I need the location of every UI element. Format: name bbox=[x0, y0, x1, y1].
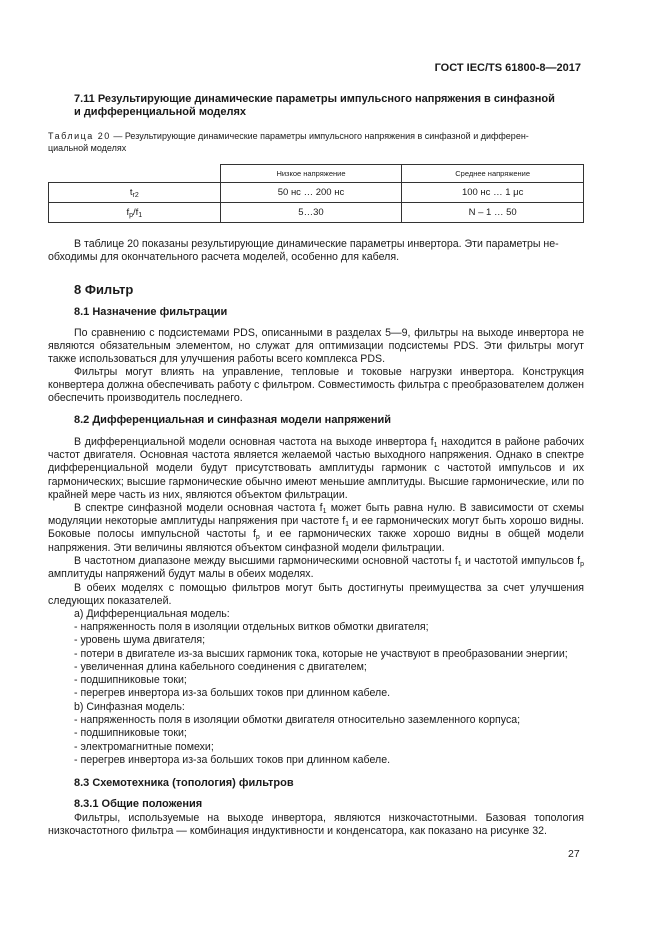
table-header-mid-voltage: Среднее напряжение bbox=[402, 165, 584, 183]
list-item: - напряженность поля в изоляции обмотки двигателя относительно заземленного корпуса; bbox=[74, 714, 521, 727]
table-header-blank bbox=[49, 165, 221, 183]
list-item: - потери в двигателе из-за высших гармоник тока, которые не участвуют в преобразовании энергии; bbox=[74, 647, 568, 660]
section-7-11-title-line2: и дифференциальной моделях bbox=[74, 106, 247, 119]
section-8-3-1-paragraph: Фильтры, используемые на выходе инвертора, являются низкочастотными. Базовая топология низкочастотного фильтра — комбинация индуктивности и конденсатора, как показано на рисунке 32. bbox=[48, 812, 584, 838]
table-caption-line2: циальной моделях bbox=[48, 143, 127, 153]
table-cell: N – 1 … 50 bbox=[402, 203, 584, 223]
list-item: - напряженность поля в изоляции отдельных витков обмотки двигателя; bbox=[74, 621, 429, 634]
section-8-1-title: 8.1 Назначение фильтрации bbox=[74, 306, 228, 318]
table-cell: 50 нс … 200 нс bbox=[220, 183, 402, 203]
table-header-low-voltage: Низкое напряжение bbox=[220, 165, 402, 183]
list-item: - перегрев инвертора из-за больших токов при длинном кабеле. bbox=[74, 753, 391, 766]
list-item: - увеличенная длина кабельного соединения с двигателем; bbox=[74, 660, 367, 673]
table-cell-param: $t_{r2}$ bbox=[49, 183, 221, 203]
section-8-3-title: 8.3 Схемотехника (топология) фильтров bbox=[74, 777, 294, 789]
table-caption-text: — Результирующие динамические параметры импульсного напряжения в синфазной и дифферен- bbox=[110, 131, 529, 141]
table-20-caption bbox=[48, 130, 584, 154]
table-cell: 5…30 bbox=[220, 203, 402, 223]
table-cell: 100 нс … 1 μс bbox=[402, 183, 584, 203]
list-differential bbox=[74, 608, 584, 700]
list-title: а) Дифференциальная модель: bbox=[74, 608, 230, 620]
list-title: b) Синфазная модель: bbox=[74, 701, 185, 713]
section-8-2-paragraph-3: В частотном диапазоне между высшими гармоническими основной частоты $f_1$ и частотой импульсов $f_p$ амплитуды напряжений будут малы в обеих моделях. bbox=[48, 555, 584, 581]
section-8-2-title: 8.2 Дифференциальная и синфазная модели напряжений bbox=[74, 414, 392, 426]
page-number: 27 bbox=[568, 848, 580, 860]
table-header-row bbox=[49, 165, 584, 183]
table-cell-param: $f_p/f_1$ bbox=[49, 203, 221, 223]
list-item: - перегрев инвертора из-за больших токов при длинном кабеле. bbox=[74, 687, 391, 700]
section-8-2-paragraph-4: В обеих моделях с помощью фильтров могут быть достигнуты преимущества за счет улучшения следующих показателей. bbox=[48, 582, 584, 608]
table-caption-prefix: Таблица 20 bbox=[48, 131, 111, 141]
document-header: ГОСТ IEC/TS 61800-8—2017 bbox=[434, 62, 581, 74]
list-item: - электромагнитные помехи; bbox=[74, 740, 214, 753]
paragraph-after-table bbox=[48, 238, 584, 264]
section-8-title: 8 Фильтр bbox=[74, 282, 134, 297]
table-row bbox=[49, 183, 584, 203]
section-8-1-paragraph-1: По сравнению с подсистемами PDS, описанными в разделах 5—9, фильтры на выходе инвертора не являются обязательным элементом, но служат для оптимизации подсистемы PDS. Эти фильтры могут также использоваться для улучшения работы всего комплекса PDS. bbox=[48, 327, 584, 366]
table-row bbox=[49, 203, 584, 223]
para-line: обходимы для окончательного расчета моделей, особенно для кабеля. bbox=[48, 251, 400, 264]
section-8-2-paragraph-2: В спектре синфазной модели основная частота $f_1$ может быть равна нулю. В зависимости от схемы модуляции некоторые амплитуды напряжения при частоте $f_1$ и ее гармонических могут быть хорошо видны. Боковые полосы импульсной частоты $f_p$ и ее гармонических также хорошо видны в общей модели напряжения. Эти величины являются объектом синфазной модели фильтрации. bbox=[48, 502, 584, 554]
list-item: - уровень шума двигателя; bbox=[74, 634, 206, 647]
section-8-1-paragraph-2: Фильтры могут влиять на управление, тепловые и токовые нагрузки инвертора. Конструкция конвертера должна обеспечивать работу с фильтром. Совместимость фильтра с преобразователем должен обеспечить производитель последнего. bbox=[48, 366, 584, 405]
list-common-mode bbox=[74, 701, 584, 767]
table-20 bbox=[48, 164, 584, 223]
section-8-2-paragraph-1: В дифференциальной модели основная частота на выходе инвертора $f_1$ находится в районе рабочих частот двигателя. Основная частота является желаемой частью выходного напряжения. Однако в спектре дифференциальной модели будут присутствовать амплитуды гармоник с частотой импульсов и их гармонических; высшие гармонические обычно имеют меньшие амплитуды. Высшие гармонические, или по крайней мере часть из них, являются объектом фильтрации. bbox=[48, 436, 584, 501]
list-item: - подшипниковые токи; bbox=[74, 674, 187, 687]
list-item: - подшипниковые токи; bbox=[74, 727, 187, 740]
section-7-11-title-line1: 7.11 Результирующие динамические параметры импульсного напряжения в синфазной bbox=[74, 93, 555, 105]
para-line: В таблице 20 показаны результирующие динамические параметры инвертора. Эти параметры не- bbox=[74, 238, 559, 250]
section-7-11-title bbox=[74, 93, 584, 119]
section-8-3-1-title: 8.3.1 Общие положения bbox=[74, 798, 203, 810]
